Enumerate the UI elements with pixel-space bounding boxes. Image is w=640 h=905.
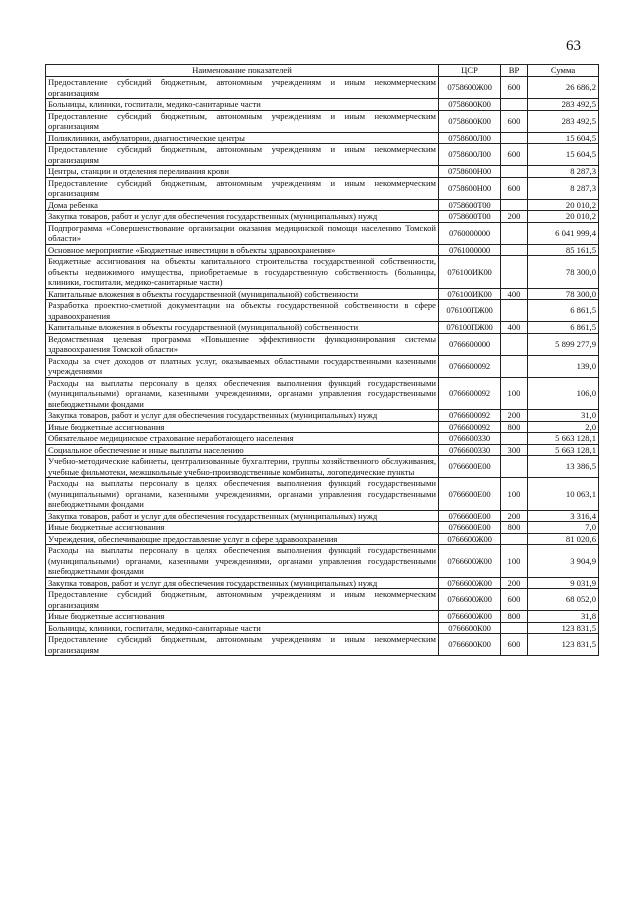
table-row xyxy=(46,545,599,578)
table-row xyxy=(46,177,599,199)
table-row xyxy=(46,577,599,589)
cell-vr: 600 xyxy=(501,77,528,99)
cell-vr: 100 xyxy=(501,545,528,578)
cell-sum: 78 300,0 xyxy=(528,288,599,300)
cell-vr xyxy=(501,166,528,178)
cell-vr xyxy=(501,132,528,144)
cell-csr: 0766600К00 xyxy=(439,622,501,634)
cell-name: Обязательное медицинское страхование неработающего населения xyxy=(46,433,439,445)
cell-name: Предоставление субсидий бюджетным, автономным учреждениям и иным некоммерческим организациям xyxy=(46,144,439,166)
cell-vr: 200 xyxy=(501,577,528,589)
cell-vr: 200 xyxy=(501,211,528,223)
cell-name: Предоставление субсидий бюджетным, автономным учреждениям и иным некоммерческим организациям xyxy=(46,634,439,656)
table-row xyxy=(46,589,599,611)
table-row xyxy=(46,199,599,211)
cell-name: Иные бюджетные ассигнования xyxy=(46,522,439,534)
table-row xyxy=(46,355,599,377)
table-row xyxy=(46,377,599,410)
cell-vr: 300 xyxy=(501,444,528,456)
cell-name: Поликлиники, амбулатории, диагностические центры xyxy=(46,132,439,144)
cell-vr: 100 xyxy=(501,478,528,511)
cell-sum: 78 300,0 xyxy=(528,256,599,289)
cell-sum: 85 161,5 xyxy=(528,244,599,256)
cell-sum: 5 899 277,9 xyxy=(528,333,599,355)
cell-sum: 283 492,5 xyxy=(528,99,599,111)
table-row xyxy=(46,288,599,300)
cell-sum: 283 492,5 xyxy=(528,110,599,132)
cell-csr: 076100ПЖ00 xyxy=(439,322,501,334)
cell-vr: 200 xyxy=(501,410,528,422)
table-row xyxy=(46,322,599,334)
cell-sum: 139,0 xyxy=(528,355,599,377)
cell-csr: 0766600000 xyxy=(439,333,501,355)
cell-csr: 0758600Т00 xyxy=(439,199,501,211)
page-number: 63 xyxy=(566,38,581,54)
cell-name: Иные бюджетные ассигнования xyxy=(46,611,439,623)
cell-name: Закупка товаров, работ и услуг для обеспечения государственных (муниципальных) нужд xyxy=(46,410,439,422)
cell-csr: 076100ИК00 xyxy=(439,256,501,289)
cell-vr xyxy=(501,333,528,355)
cell-sum: 5 663 128,1 xyxy=(528,433,599,445)
table-row xyxy=(46,144,599,166)
cell-csr: 0766600330 xyxy=(439,444,501,456)
cell-vr: 100 xyxy=(501,377,528,410)
cell-vr: 200 xyxy=(501,510,528,522)
header-vr: ВР xyxy=(501,65,528,77)
table-row xyxy=(46,611,599,623)
table-row xyxy=(46,533,599,545)
cell-sum: 10 063,1 xyxy=(528,478,599,511)
table-row xyxy=(46,166,599,178)
cell-csr: 0766600Е00 xyxy=(439,456,501,478)
cell-sum: 6 861,5 xyxy=(528,322,599,334)
cell-sum: 3 904,9 xyxy=(528,545,599,578)
cell-name: Капитальные вложения в объекты государственной (муниципальной) собственности xyxy=(46,288,439,300)
cell-csr: 0766600Е00 xyxy=(439,478,501,511)
cell-csr: 0766600Ж00 xyxy=(439,577,501,589)
cell-sum: 106,0 xyxy=(528,377,599,410)
cell-vr xyxy=(501,199,528,211)
cell-name: Расходы на выплаты персоналу в целях обеспечения выполнения функций государственными (муниципальными) органами, казенными учреждениями, органами управления государственными внебюджетными фондами xyxy=(46,377,439,410)
cell-name: Социальное обеспечение и иные выплаты населению xyxy=(46,444,439,456)
cell-sum: 68 052,0 xyxy=(528,589,599,611)
table-row xyxy=(46,110,599,132)
table-row xyxy=(46,433,599,445)
table-row xyxy=(46,211,599,223)
cell-name: Ведомственная целевая программа «Повышение эффективности функционирования системы здравоохранения Томской области» xyxy=(46,333,439,355)
table-row xyxy=(46,222,599,244)
table-row xyxy=(46,256,599,289)
cell-sum: 31,8 xyxy=(528,611,599,623)
table-row xyxy=(46,333,599,355)
cell-csr: 0766600Ж00 xyxy=(439,611,501,623)
cell-vr: 600 xyxy=(501,110,528,132)
cell-vr: 800 xyxy=(501,522,528,534)
table-row xyxy=(46,421,599,433)
cell-vr xyxy=(501,256,528,289)
cell-csr: 0766600092 xyxy=(439,377,501,410)
cell-vr xyxy=(501,99,528,111)
table-row xyxy=(46,300,599,322)
cell-name: Расходы на выплаты персоналу в целях обеспечения выполнения функций государственными (муниципальными) органами, казенными учреждениями, органами управления государственными внебюджетными фондами xyxy=(46,478,439,511)
cell-name: Расходы на выплаты персоналу в целях обеспечения выполнения функций государственными (муниципальными) органами, казенными учреждениями, органами управления государственными внебюджетными фондами xyxy=(46,545,439,578)
cell-csr: 0758600Н00 xyxy=(439,166,501,178)
table-header xyxy=(46,65,599,77)
cell-name: Капитальные вложения в объекты государственной (муниципальной) собственности xyxy=(46,322,439,334)
cell-sum: 20 010,2 xyxy=(528,211,599,223)
cell-name: Бюджетные ассигнования на объекты капитального строительства государственной собственности, объекты недвижимого имущества, приобретаемые в государственную собственность (больницы, клиники, госпитали, медико-санитарные части) xyxy=(46,256,439,289)
cell-vr: 400 xyxy=(501,322,528,334)
table-row xyxy=(46,634,599,656)
cell-csr: 0760000000 xyxy=(439,222,501,244)
table-row xyxy=(46,510,599,522)
cell-sum: 15 604,5 xyxy=(528,132,599,144)
cell-csr: 0761000000 xyxy=(439,244,501,256)
table-row xyxy=(46,622,599,634)
cell-csr: 0766600330 xyxy=(439,433,501,445)
cell-vr xyxy=(501,222,528,244)
cell-sum: 26 686,2 xyxy=(528,77,599,99)
cell-sum: 8 287,3 xyxy=(528,177,599,199)
cell-name: Предоставление субсидий бюджетным, автономным учреждениям и иным некоммерческим организациям xyxy=(46,589,439,611)
cell-csr: 0766600Ж00 xyxy=(439,533,501,545)
table-row xyxy=(46,132,599,144)
cell-sum: 15 604,5 xyxy=(528,144,599,166)
cell-vr: 800 xyxy=(501,421,528,433)
cell-vr xyxy=(501,433,528,445)
cell-csr: 0766600Ж00 xyxy=(439,589,501,611)
cell-vr: 400 xyxy=(501,288,528,300)
cell-sum: 5 663 128,1 xyxy=(528,444,599,456)
budget-table xyxy=(45,64,599,656)
header-sum: Сумма xyxy=(528,65,599,77)
cell-csr: 0758600Л00 xyxy=(439,132,501,144)
cell-vr xyxy=(501,244,528,256)
cell-sum: 8 287,3 xyxy=(528,166,599,178)
cell-sum: 3 316,4 xyxy=(528,510,599,522)
cell-sum: 81 020,6 xyxy=(528,533,599,545)
cell-vr: 600 xyxy=(501,634,528,656)
cell-csr: 0758600Т00 xyxy=(439,211,501,223)
cell-vr xyxy=(501,533,528,545)
cell-vr xyxy=(501,622,528,634)
cell-sum: 13 386,5 xyxy=(528,456,599,478)
table-row xyxy=(46,456,599,478)
cell-csr: 0758600Л00 xyxy=(439,144,501,166)
cell-name: Закупка товаров, работ и услуг для обеспечения государственных (муниципальных) нужд xyxy=(46,577,439,589)
cell-name: Расходы за счет доходов от платных услуг, оказываемых областными государственными казенными учреждениями xyxy=(46,355,439,377)
cell-sum: 7,0 xyxy=(528,522,599,534)
cell-sum: 6 041 999,4 xyxy=(528,222,599,244)
cell-name: Дома ребенка xyxy=(46,199,439,211)
header-row xyxy=(46,65,599,77)
cell-csr: 0758600Н00 xyxy=(439,177,501,199)
cell-sum: 123 831,5 xyxy=(528,622,599,634)
header-name: Наименование показателей xyxy=(46,65,439,77)
cell-csr: 0766600Ж00 xyxy=(439,545,501,578)
table-body xyxy=(46,77,599,656)
cell-csr: 0766600Е00 xyxy=(439,522,501,534)
table-row xyxy=(46,522,599,534)
cell-sum: 31,0 xyxy=(528,410,599,422)
cell-csr: 076100ИК00 xyxy=(439,288,501,300)
cell-csr: 0766600К00 xyxy=(439,634,501,656)
table-row xyxy=(46,444,599,456)
cell-sum: 9 031,9 xyxy=(528,577,599,589)
cell-name: Основное мероприятие «Бюджетные инвестиции в объекты здравоохранения» xyxy=(46,244,439,256)
cell-sum: 20 010,2 xyxy=(528,199,599,211)
header-csr: ЦСР xyxy=(439,65,501,77)
cell-name: Предоставление субсидий бюджетным, автономным учреждениям и иным некоммерческим организациям xyxy=(46,110,439,132)
cell-vr xyxy=(501,456,528,478)
cell-csr: 0766600Е00 xyxy=(439,510,501,522)
cell-csr: 0758600Ж00 xyxy=(439,77,501,99)
table-row xyxy=(46,478,599,511)
cell-sum: 2,0 xyxy=(528,421,599,433)
cell-vr: 600 xyxy=(501,589,528,611)
cell-name: Учреждения, обеспечивающие предоставление услуг в сфере здравоохранения xyxy=(46,533,439,545)
cell-name: Больницы, клиники, госпитали, медико-санитарные части xyxy=(46,622,439,634)
cell-vr: 800 xyxy=(501,611,528,623)
cell-name: Разработка проектно-сметной документации на объекты государственной собственности в сфере здравоохранения xyxy=(46,300,439,322)
cell-csr: 0758600К00 xyxy=(439,99,501,111)
cell-vr xyxy=(501,355,528,377)
cell-name: Центры, станции и отделения переливания крови xyxy=(46,166,439,178)
cell-sum: 123 831,5 xyxy=(528,634,599,656)
cell-vr: 600 xyxy=(501,177,528,199)
cell-csr: 0766600092 xyxy=(439,355,501,377)
table-row xyxy=(46,410,599,422)
cell-name: Предоставление субсидий бюджетным, автономным учреждениям и иным некоммерческим организациям xyxy=(46,177,439,199)
cell-vr: 600 xyxy=(501,144,528,166)
cell-name: Закупка товаров, работ и услуг для обеспечения государственных (муниципальных) нужд xyxy=(46,211,439,223)
cell-name: Больницы, клиники, госпитали, медико-санитарные части xyxy=(46,99,439,111)
cell-sum: 6 861,5 xyxy=(528,300,599,322)
table-row xyxy=(46,244,599,256)
cell-csr: 0758600К00 xyxy=(439,110,501,132)
table-row xyxy=(46,99,599,111)
cell-name: Закупка товаров, работ и услуг для обеспечения государственных (муниципальных) нужд xyxy=(46,510,439,522)
cell-csr: 076100ПЖ00 xyxy=(439,300,501,322)
cell-csr: 0766600092 xyxy=(439,410,501,422)
cell-name: Предоставление субсидий бюджетным, автономным учреждениям и иным некоммерческим организациям xyxy=(46,77,439,99)
cell-vr xyxy=(501,300,528,322)
cell-name: Подпрограмма «Совершенствование организации оказания медицинской помощи населению Томской области» xyxy=(46,222,439,244)
cell-name: Учебно-методические кабинеты, централизованные бухгалтерии, группы хозяйственного обслуживания, учебные фильмотеки, межшкольные учебно-производственные комбинаты, логопедические пункты xyxy=(46,456,439,478)
cell-csr: 0766600092 xyxy=(439,421,501,433)
table-row xyxy=(46,77,599,99)
cell-name: Иные бюджетные ассигнования xyxy=(46,421,439,433)
